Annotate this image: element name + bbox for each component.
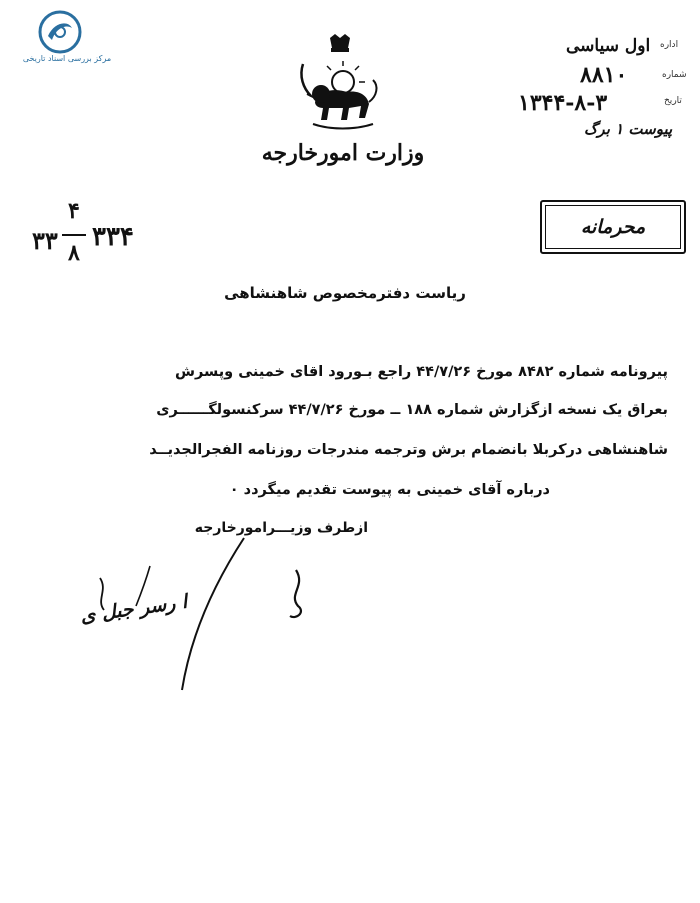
number-value: ۸۸۱۰ [580,62,628,88]
date-label: تاریخ [664,96,682,106]
number-label: شماره [662,70,687,80]
date-value: ۱۳۴۴-۸-۳ [518,90,608,116]
margin-note-fraction-den: ۸ [68,240,80,266]
attachment-value: پیوست ۱ برگ [584,120,673,138]
margin-note-fraction-num: ۴ [68,198,80,224]
signature-text: ا رسر جبل ی [78,590,189,628]
dept-label: اداره [660,40,679,50]
letter-recipient: ریاست دفترمخصوص شاهنشاهی [224,284,466,302]
archive-logo-icon [38,10,82,54]
lion-and-sun-emblem-icon [285,32,395,132]
letter-closing: ازطرف وزیـــرامورخارجه [194,520,368,536]
dept-value: اول سیاسی [566,36,651,56]
body-line-3: شاهنشاهی درکربلا بانضمام برش وترجمه مندرجات روزنامه الفجرالجدیــد [149,442,668,458]
margin-note-top: ۳۳۴ [92,222,134,252]
watermark-text: مرکز بررسی اسناد تاریخی [22,54,112,63]
archive-watermark [12,10,122,70]
body-line-1: پیرونامه شماره ۸۴۸۲ مورخ ۴۴/۷/۲۶ راجع بـورود اقای خمینی وپسرش [174,364,668,380]
stamp-text: محرمانه [545,205,681,249]
body-line-2: بعراق یک نسخه ازگزارش شماره ۱۸۸ ــ مورخ ۴۴/۷/۲۶ سرکنسولگــــــری [156,402,668,418]
body-line-4: درباره آقای خمینی به پیوست تقدیم میگردد ۰ [229,482,550,498]
margin-note-left: ۳۳ [32,226,58,255]
confidential-stamp [540,200,686,254]
margin-note-fraction-bar [62,234,86,236]
ministry-heading: وزارت امورخارجه [261,140,425,166]
